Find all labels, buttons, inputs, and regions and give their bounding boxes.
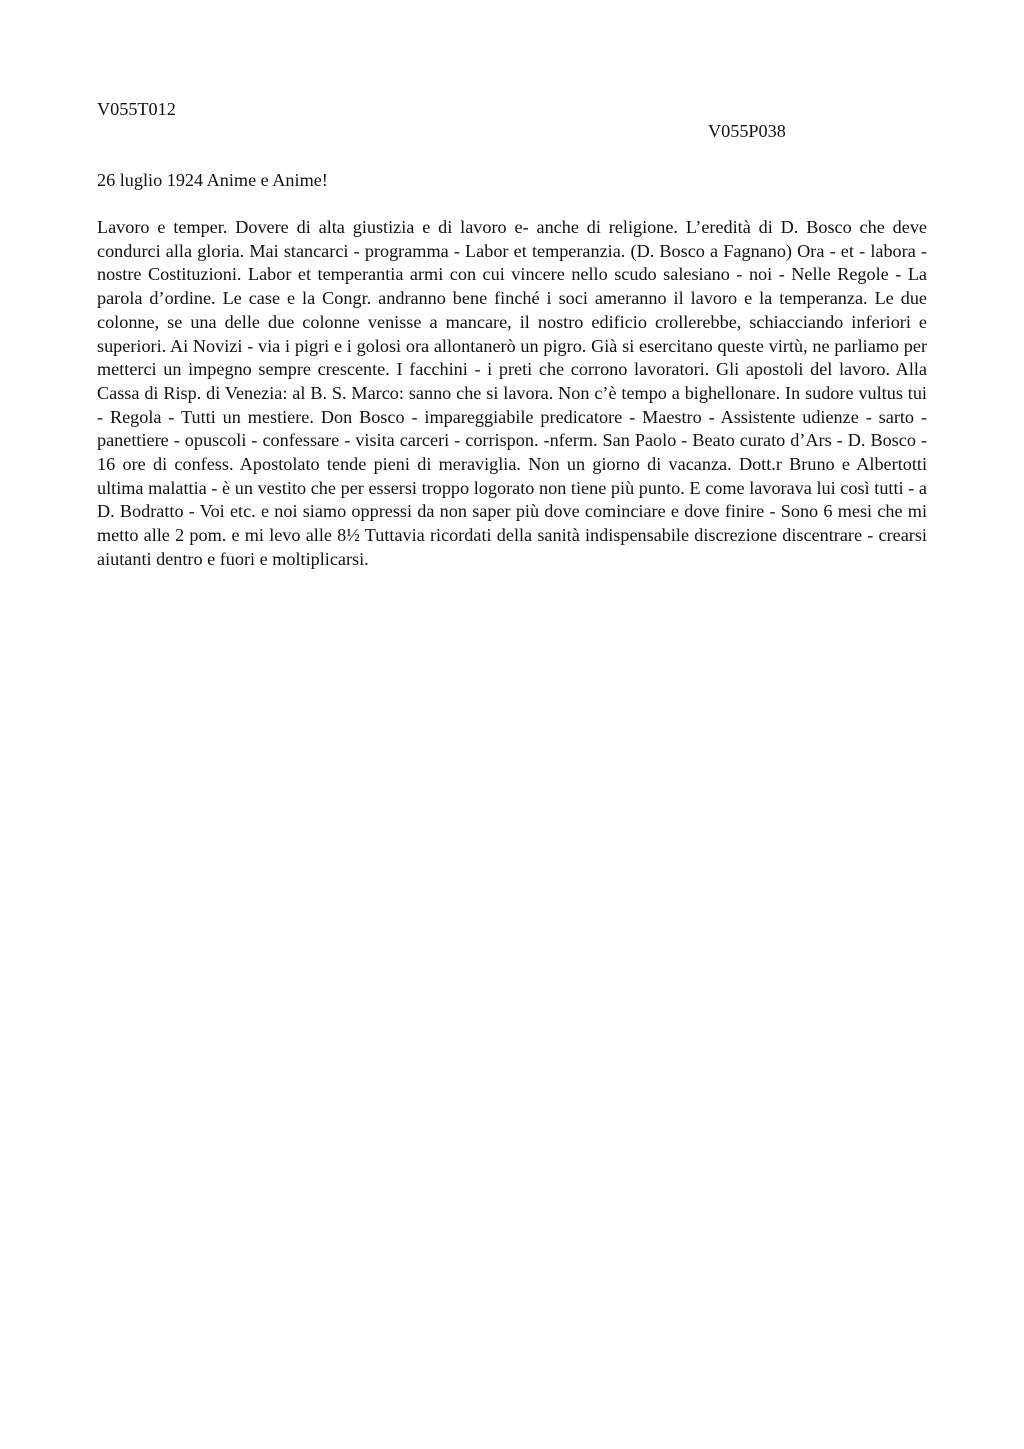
document-code-left: V055T012 [97, 99, 176, 119]
document-body-paragraph: Lavoro e temper. Dovere di alta giustizia e di lavoro e- anche di religione. L’eredità di D. Bosco che deve condurci alla gloria. Mai stancarci - programma - Labor et temperanzia. (D. Bosco a Fagnano) Ora - et - labora - nostre Costituzioni. Labor et temperantia armi con cui vincere nello scudo salesiano - noi - Nelle Regole - La parola d’ordine. Le case e la Congr. andranno bene finché i soci ameranno il lavoro e la temperanza. Le due colonne, se una delle due colonne venisse a mancare, il nostro edificio crollerebbe, schiacciando inferiori e superiori. Ai Novizi - via i pigri e i golosi ora allontanerò un pigro. Già si esercitano queste virtù, ne parliamo per metterci un impegno sempre crescente. I facchini - i preti che corrono lavoratori. Gli apostoli del lavoro. Alla Cassa di Risp. di Venezia: al B. S. Marco: sanno che si lavora. Non c’è tempo a bighellonare. In sudore vultus tui - Regola - Tutti un mestiere. Don Bosco - impareggiabile predicatore - Maestro - Assistente udienze - sarto - panettiere - opuscoli - confessare - visita carceri - corrispon. -nferm. San Paolo - Beato curato d’Ars - D. Bosco - 16 ore di confess. Apostolato tende pieni di meraviglia. Non un giorno di vacanza. Dott.r Bruno e Albertotti ultima malattia - è un vestito che per essersi troppo logorato non tiene più punto. E come lavorava lui così tutti - a D. Bodratto - Voi etc. e noi siamo oppressi da non saper più dove cominciare e dove finire - Sono 6 mesi che mi metto alle 2 pom. e mi levo alle 8½ Tuttavia ricordati della sanità indispensabile discrezione discentrare - crearsi aiutanti dentro e fuori e moltiplicarsi. [97, 217, 927, 569]
document-heading: 26 luglio 1924 Anime e Anime! [97, 170, 328, 190]
document-code-right: V055P038 [708, 121, 786, 141]
